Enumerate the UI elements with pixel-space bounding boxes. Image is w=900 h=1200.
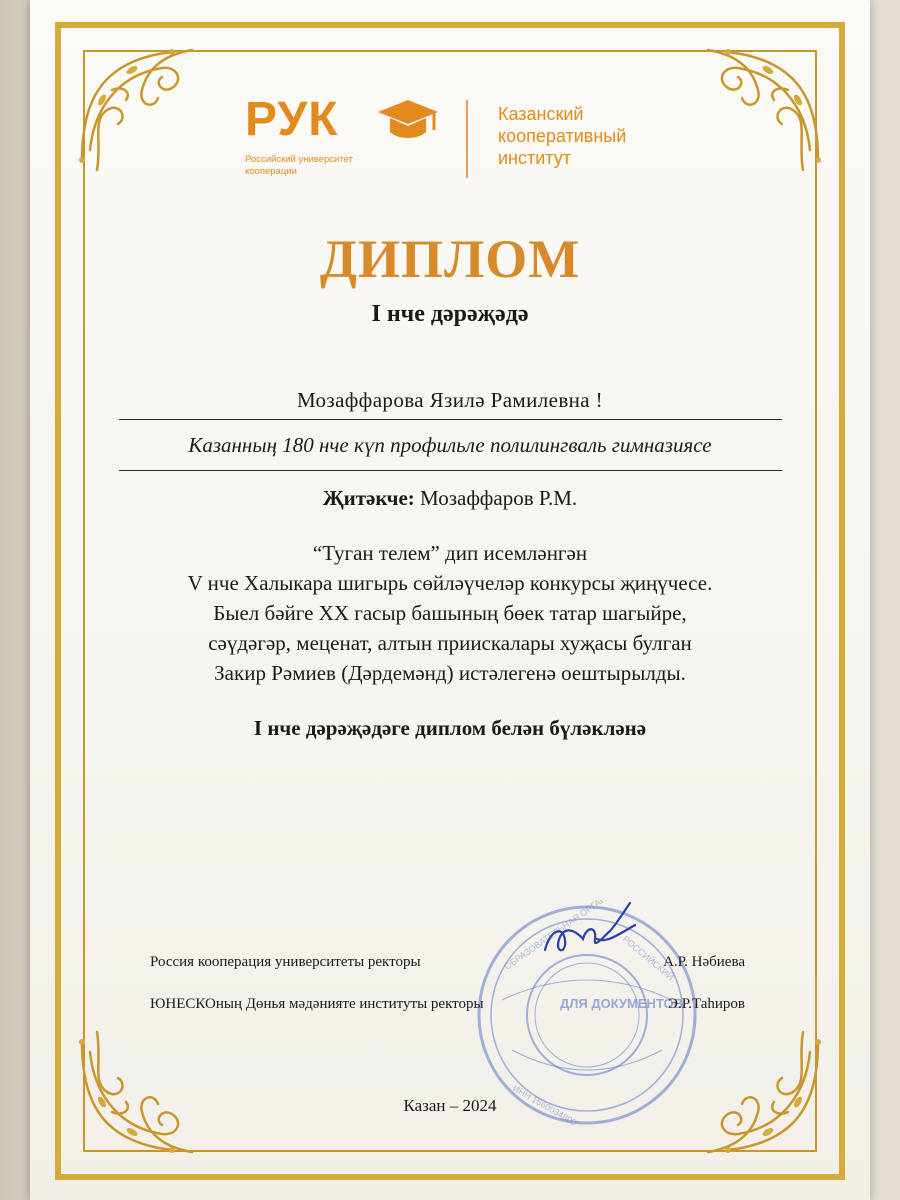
corner-ornament-top-right bbox=[688, 30, 838, 180]
mentor-line bbox=[0, 486, 900, 511]
school-name: Казанның 180 нче күп профильле полилингваль гимназиясе bbox=[188, 433, 712, 457]
ruk-subtitle-line: кооперации bbox=[245, 166, 297, 177]
description-line: Быел бәйге XX гасыр башының бөек татар шагыйре, bbox=[213, 601, 687, 625]
diploma-degree: I нче дәрәҗәдә bbox=[371, 301, 529, 327]
signatory-role: ЮНЕСКОның Дөнья мәдәнияте институты ректоры bbox=[150, 996, 484, 1012]
ruk-logo-text: РУК bbox=[245, 93, 339, 146]
place-and-year: Казан – 2024 bbox=[403, 1096, 497, 1115]
institute-name-line: кооперативный bbox=[498, 126, 627, 146]
institute-name bbox=[498, 103, 626, 169]
handwritten-signature bbox=[535, 895, 645, 965]
signatory-name: Э.Р.Таһиров bbox=[668, 996, 745, 1012]
recipient-name: Мозаффарова Язилә Рамилевна ! bbox=[296, 388, 604, 412]
svg-text:ОБРАЗОВАТЕЛЬНАЯ ОРГАНИЗАЦИЯ: ОБРАЗОВАТЕЛЬНАЯ ОРГАНИЗАЦИЯ bbox=[502, 900, 639, 972]
signatory-name: А.Р. Нәбиева bbox=[663, 954, 745, 970]
description-line: “Туган телем” дип исемләнгән bbox=[312, 541, 588, 565]
svg-text:ИНН 1660034800: ИНН 1660034800 bbox=[511, 1083, 579, 1128]
divider-line bbox=[119, 419, 782, 420]
description-line: V нче Халыкара шигырь сөйләүчеләр конкурсы җиңүчесе. bbox=[187, 571, 713, 595]
mentor-label: Җитәкче: bbox=[322, 486, 415, 510]
divider-line bbox=[119, 470, 782, 471]
ruk-subtitle-line: Российский университет bbox=[245, 154, 353, 165]
logo-divider bbox=[466, 100, 468, 178]
svg-text:РОССИЙСКИЙ: РОССИЙСКИЙ bbox=[620, 933, 676, 983]
corner-ornament-top-left bbox=[62, 30, 212, 180]
description-line: сәүдәгәр, меценат, алтын приискалары хуҗасы булган bbox=[208, 631, 692, 655]
graduation-cap-icon bbox=[376, 98, 440, 148]
institute-name-line: Казанский bbox=[498, 104, 584, 124]
diploma-description bbox=[0, 538, 900, 688]
mentor-name: Мозаффаров Р.М. bbox=[420, 486, 578, 510]
stamp-label: ДЛЯ ДОКУМЕНТОВ bbox=[560, 996, 684, 1011]
ruk-logo-subtitle bbox=[245, 154, 385, 178]
award-statement: I нче дәрәҗәдәге диплом белән бүләкләнә bbox=[253, 716, 647, 740]
description-line: Закир Рәмиев (Дәрдемәнд) истәлегенә оештырылды. bbox=[214, 661, 686, 685]
signatory-role: Россия кооперация университеты ректоры bbox=[150, 954, 421, 970]
diploma-title: ДИПЛОМ bbox=[319, 229, 581, 289]
institute-name-line: институт bbox=[498, 148, 571, 168]
